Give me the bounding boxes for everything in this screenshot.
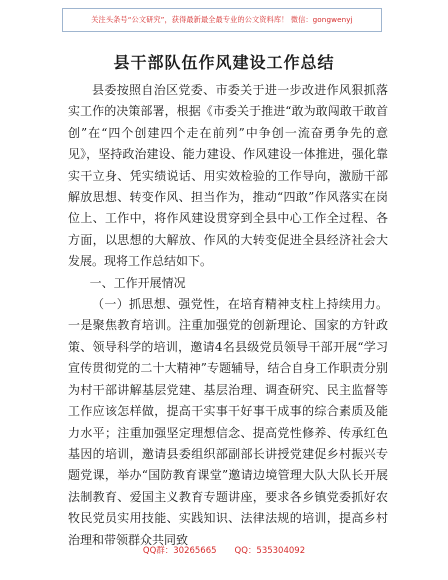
footer-contact	[0, 544, 448, 556]
document-body	[68, 80, 388, 551]
promo-banner	[62, 8, 382, 32]
promo-banner-text: 关注头条号“公文研究”，获得最新最全最专业的公文资料库！ 微信：gongwenyj	[91, 15, 353, 24]
section-paragraph: （一）抓思想、强党性，在培育精神支柱上持续用力。一是聚焦教育培训。注重加强党的创新理论、国家的方针政策、领导科学的培训，邀请4名县级党员领导干部开展“学习宣传贯彻党的二十大精神”专题辅导，结合自身工作职责分别为村干部讲解基层党建、基层治理、调查研究、民主监督等工作应该怎样做，提高干实事干好事干成事的综合素质及能力水平；注重加强坚定理想信念、提高党性修养、传承红色基因的培训，邀请县委组织部副部长讲授党建促乡村振兴专题党课，举办“国防教育课堂”邀请边境管理大队大队长开展法制教育、爱国主义教育专题讲座，要求各乡镇党委抓好农牧民党员实用技能、实践知识、法律法规的培训，提高乡村治理和带领群众共同致	[68, 297, 388, 547]
section-heading: 一、工作开展情况	[89, 275, 186, 290]
footer-qq-group: QQ群：30265665	[142, 546, 217, 556]
footer-qq: QQ：535304092	[234, 546, 306, 556]
document-title: 县干部队伍作风建设工作总结	[113, 53, 335, 72]
intro-paragraph: 县委按照自治区党委、市委关于进一步改进作风狠抓落实工作的决策部署，根据《市委关于推进“敢为敢闯敢干敢首创”在“四个创建四个走在前列”中争创一流奋勇争先的意见》，坚持政治建设、能力建设、作风建设一体推进，强化靠实干立身、凭实绩说话、用实效检验的工作导向，激励干部解放思想、转变作风、担当作为，推动“四敢”作风落实在岗位上、工作中，将作风建设贯穿到全县中心工作全过程、各方面，以思想的大解放、作风的大转变促进全县经济社会大发展。现将工作总结如下。	[68, 83, 388, 269]
